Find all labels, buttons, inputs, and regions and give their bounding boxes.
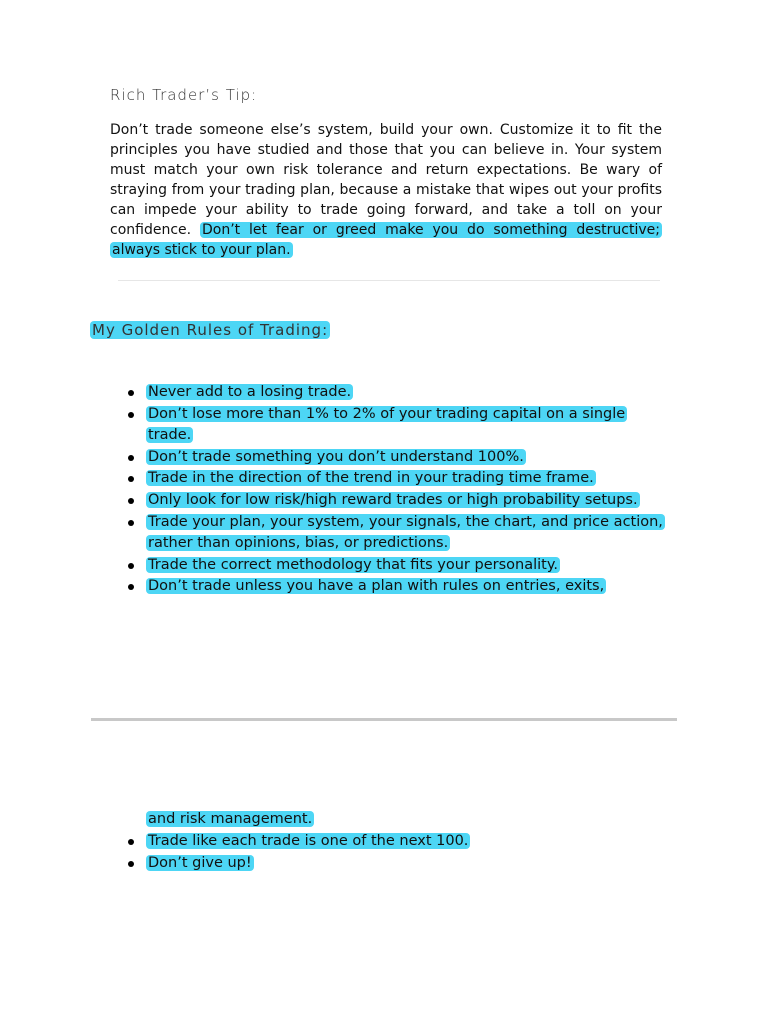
list-item-text: Trade like each trade is one of the next 100. — [148, 833, 469, 849]
list-item-text: Trade the correct methodology that fits your personality. — [148, 556, 558, 573]
list-item-text: Don’t lose more than 1% to 2% of your trading capital on a single trade. — [148, 405, 626, 444]
list-item — [128, 576, 668, 598]
page-break-divider — [91, 718, 677, 721]
list-item — [128, 555, 668, 577]
bullet-icon — [128, 476, 134, 482]
tip-body-highlight: Don’t let fear or greed make you do something destructive; always stick to your plan. — [112, 222, 660, 258]
section-divider — [118, 280, 660, 281]
list-item — [128, 382, 668, 404]
tip-body — [110, 120, 662, 260]
rules-heading — [90, 321, 330, 339]
list-item-text: Don’t give up! — [148, 854, 252, 871]
list-item-text: Never add to a losing trade. — [148, 384, 352, 400]
rules-heading-text: My Golden Rules of Trading: — [92, 321, 329, 339]
bullet-icon — [128, 455, 134, 461]
rules-list — [128, 382, 668, 598]
list-item — [128, 404, 668, 447]
continuation-text: and risk management. — [148, 811, 313, 827]
list-item-text: Trade your plan, your system, your signals, the chart, and price action, rather than opinions, bias, or predictions. — [148, 513, 663, 552]
bullet-icon — [128, 498, 134, 504]
list-item-text: Don’t trade something you don’t understand 100%. — [148, 448, 524, 465]
rules-list-continued — [128, 831, 668, 874]
list-item — [128, 853, 668, 875]
bullet-icon — [128, 861, 134, 867]
bullet-icon — [128, 412, 134, 418]
list-item-text: Trade in the direction of the trend in your trading time frame. — [148, 470, 594, 487]
list-item — [128, 468, 668, 490]
bullet-icon — [128, 584, 134, 590]
bullet-icon — [128, 563, 134, 569]
tip-body-text: Don’t trade someone else’s system, build your own. Customize it to fit the principles you have studied and those that you can believe in. Your system must match your own risk tolerance and return expectations. Be wary of straying from your trading plan, because a mistake that wipes out your profits can impede your ability to trade going forward, and take a toll on your confidence. — [110, 122, 662, 238]
bullet-icon — [128, 839, 134, 845]
list-item — [128, 447, 668, 469]
list-item — [128, 490, 668, 512]
list-item — [128, 831, 668, 853]
bullet-icon — [128, 520, 134, 526]
list-item — [128, 512, 668, 555]
tip-heading: Rich Trader’s Tip: — [110, 86, 258, 104]
bullet-icon — [128, 390, 134, 396]
list-item-text: Only look for low risk/high reward trades or high probability setups. — [148, 491, 638, 508]
list-item-continuation — [146, 809, 314, 831]
list-item-text: Don’t trade unless you have a plan with rules on entries, exits, — [148, 578, 605, 595]
